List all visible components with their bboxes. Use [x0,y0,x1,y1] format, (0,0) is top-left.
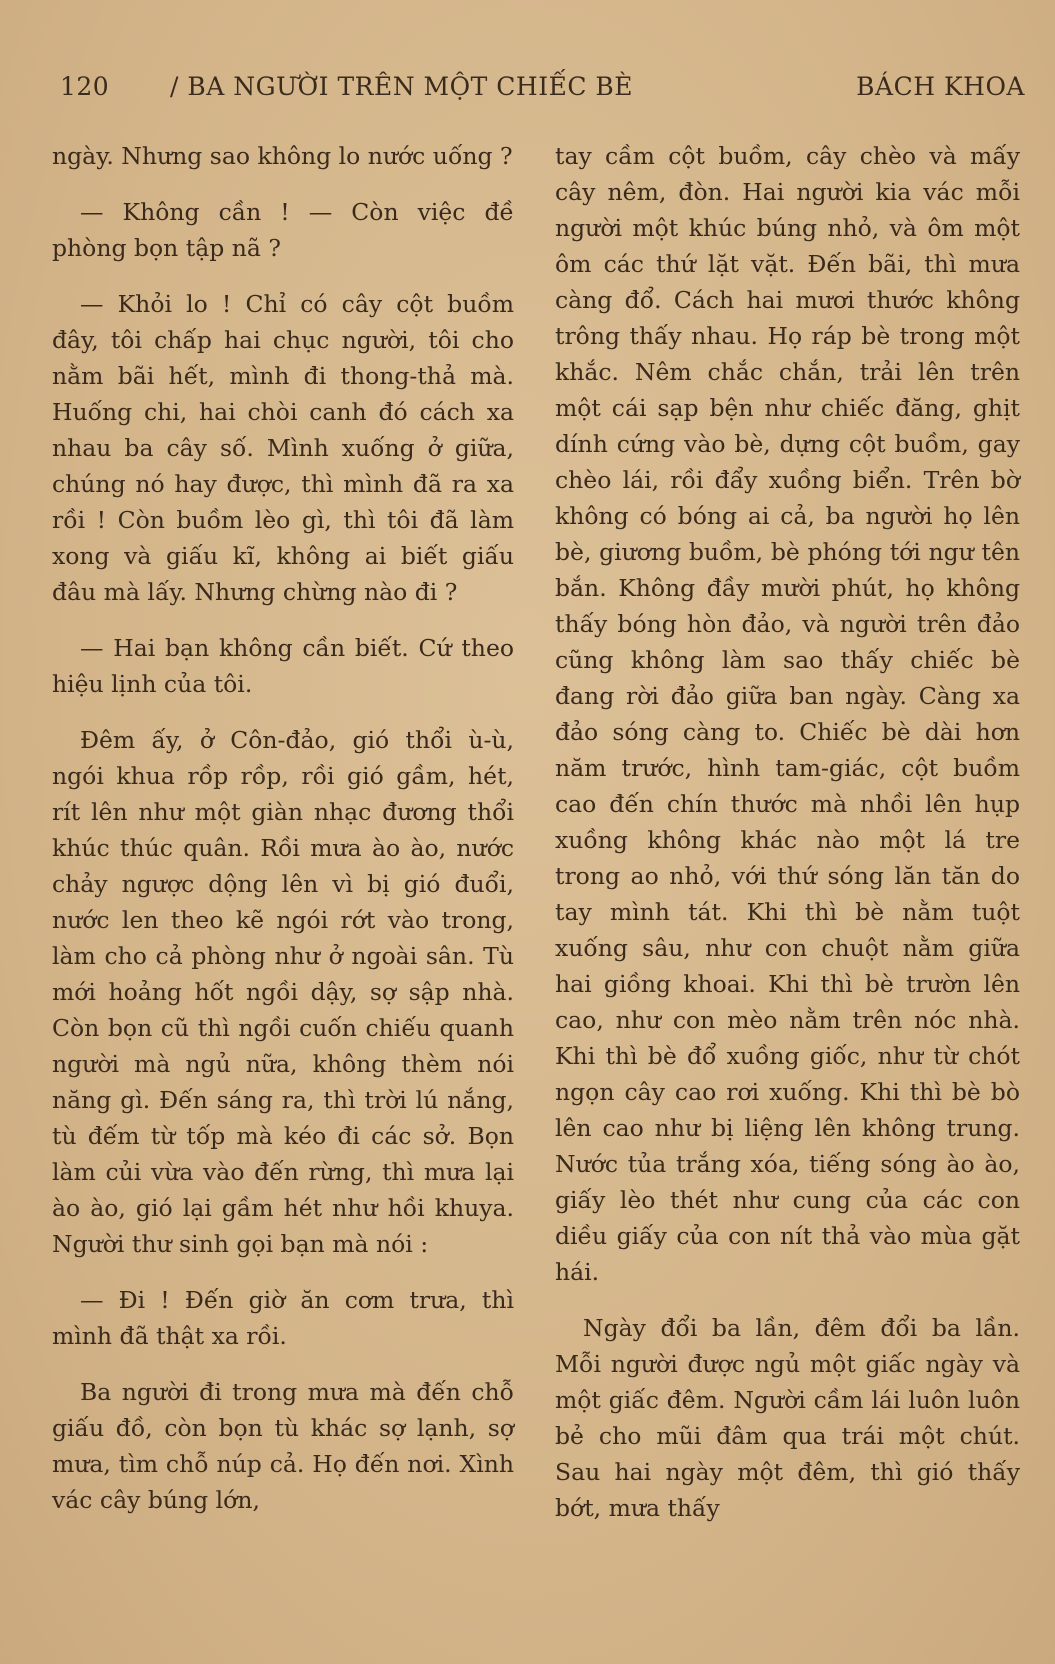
paragraph: — Hai bạn không cần biết. Cứ theo hiệu lịnh của tôi. [52,634,514,698]
magazine-name: BÁCH KHOA [856,72,1025,101]
left-column [52,138,514,1518]
right-column [555,138,1020,1526]
page-number: 120 [60,72,110,101]
paragraph: tay cầm cột buồm, cây chèo và mấy cây nêm, đòn. Hai người kia vác mỗi người một khúc búng nhỏ, và ôm một ôm các thứ lặt vặt. Đến bãi, thì mưa càng đổ. Cách hai mươi thước không trông thấy nhau. Họ ráp bè trong một khắc. Nêm chắc chắn, trải lên trên một cái sạp bện như chiếc đăng, ghịt dính cứng vào bè, dựng cột buồm, gay chèo lái, rồi đẩy xuồng biển. Trên bờ không có bóng ai cả, ba người họ lên bè, giương buồm, bè phóng tới ngư tên bắn. Không đầy mười phút, họ không thấy bóng hòn đảo, và người trên đảo cũng không làm sao thấy chiếc bè đang rời đảo giữa ban ngày. Càng xa đảo sóng càng to. Chiếc bè dài hơn năm trước, hình tam-giác, cột buồm cao đến chín thước mà nhồi lên hụp xuồng không khác nào một lá tre trong ao nhỏ, với thứ sóng lăn tăn do tay mình tát. Khi thì bè nằm tuột xuống sâu, như con chuột nằm giữa hai giồng khoai. Khi thì bè trườn lên cao, như con mèo nằm trên nóc nhà. Khi thì bè đổ xuồng giốc, như từ chót ngọn cây cao rơi xuống. Khi thì bè bò lên cao như bị liệng lên không trung. Nước tủa trắng xóa, tiếng sóng ào ào, giấy lèo thét như cung của các con diều giấy của con nít thả vào mùa gặt hái. [555,142,1020,1286]
paragraph: Đêm ấy, ở Côn-đảo, gió thổi ù-ù, ngói khua rồp rồp, rồi gió gầm, hét, rít lên như một giàn nhạc đương thổi khúc thúc quân. Rồi mưa ào ào, nước chảy ngược dộng lên vì bị gió đuổi, nước len theo kẽ ngói rớt vào trong, làm cho cả phòng như ở ngoài sân. Tù mới hoảng hốt ngồi dậy, sợ sập nhà. Còn bọn cũ thì ngồi cuốn chiếu quanh người mà ngủ nữa, không thèm nói năng gì. Đến sáng ra, thì trời lú nắng, tù đếm từ tốp mà kéo đi các sở. Bọn làm củi vừa vào đến rừng, thì mưa lại ào ào, gió lại gầm hét như hồi khuya. Người thư sinh gọi bạn mà nói : [52,726,514,1258]
paragraph: — Không cần ! — Còn việc đề phòng bọn tập nã ? [52,198,514,262]
page-header [60,72,1025,112]
paragraph: Ngày đổi ba lần, đêm đổi ba lần. Mỗi người được ngủ một giấc ngày và một giấc đêm. Người cầm lái luôn luôn bẻ cho mũi đâm qua trái một chút. Sau hai ngày một đêm, thì gió thấy bớt, mưa thấy [555,1314,1020,1522]
paragraph: — Đi ! Đến giờ ăn cơm trưa, thì mình đã thật xa rồi. [52,1286,514,1350]
paragraph: — Khỏi lo ! Chỉ có cây cột buồm đây, tôi chấp hai chục người, tôi cho nằm bãi hết, mình đi thong-thả mà. Huống chi, hai chòi canh đó cách xa nhau ba cây số. Mình xuống ở giữa, chúng nó hay được, thì mình đã ra xa rồi ! Còn buồm lèo gì, thì tôi đã làm xong và giấu kĩ, không ai biết giấu đâu mà lấy. Nhưng chừng nào đi ? [52,290,514,606]
paragraph: ngày. Nhưng sao không lo nước uống ? [52,142,513,170]
paragraph: Ba người đi trong mưa mà đến chỗ giấu đồ, còn bọn tù khác sợ lạnh, sợ mưa, tìm chỗ núp cả. Họ đến nơi. Xình vác cây búng lớn, [52,1378,514,1514]
running-title: / BA NGƯỜI TRÊN MỘT CHIẾC BÈ [170,72,634,101]
